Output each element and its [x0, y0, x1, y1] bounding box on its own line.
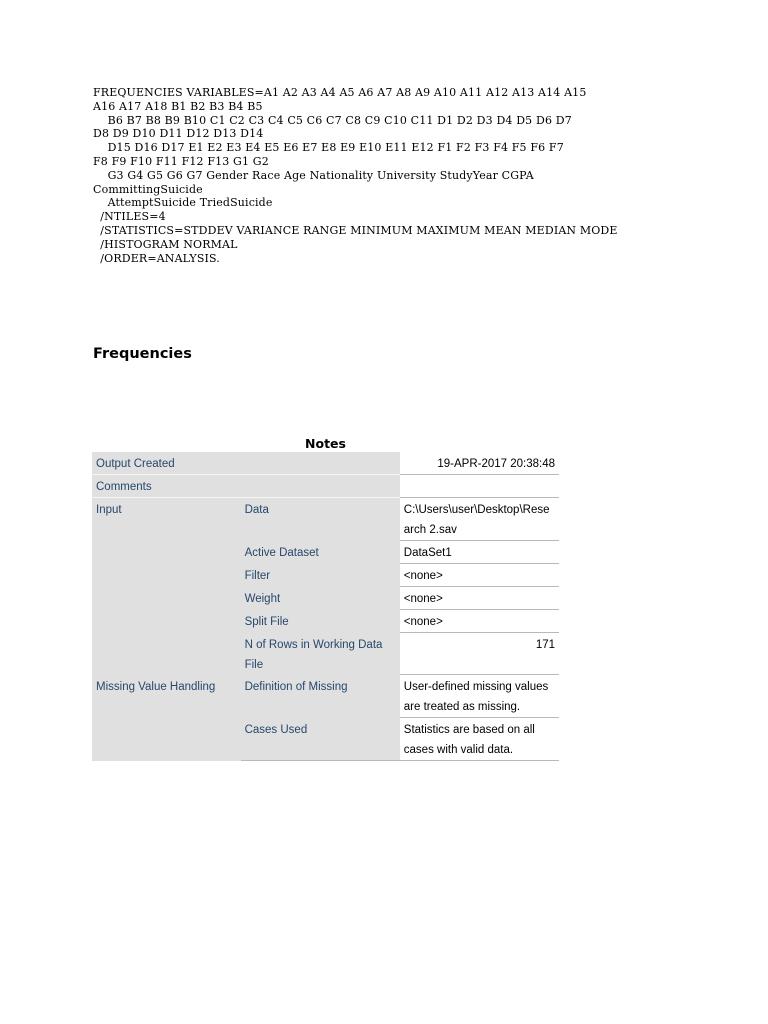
syntax-line: FREQUENCIES VARIABLES=A1 A2 A3 A4 A5 A6 A7 A8 A9 A10 A11 A12 A13 A14 A15	[93, 86, 587, 99]
row-header: Output Created	[92, 452, 400, 475]
table-row	[92, 498, 559, 541]
row-subheader: Active Dataset	[241, 541, 400, 564]
cell-value: Statistics are based on all cases with valid data.	[400, 718, 559, 761]
row-subheader: Data	[241, 498, 400, 541]
syntax-line: D15 D16 D17 E1 E2 E3 E4 E5 E6 E7 E8 E9 E10 E11 E12 F1 F2 F3 F4 F5 F6 F7	[93, 141, 564, 155]
syntax-line: /ORDER=ANALYSIS.	[93, 251, 220, 265]
row-subheader: Filter	[241, 564, 400, 587]
row-subheader: Cases Used	[241, 718, 400, 761]
notes-table	[92, 452, 559, 761]
notes-table-title: Notes	[305, 436, 346, 451]
cell-value: C:\Users\user\Desktop\Research 2.sav	[400, 498, 559, 541]
syntax-line: CommittingSuicide	[93, 182, 203, 196]
row-subheader: N of Rows in Working Data File	[241, 633, 400, 675]
cell-value: 171	[400, 633, 559, 675]
syntax-line: B6 B7 B8 B9 B10 C1 C2 C3 C4 C5 C6 C7 C8 C9 C10 C11 D1 D2 D3 D4 D5 D6 D7	[93, 113, 572, 127]
syntax-line: F8 F9 F10 F11 F12 F13 G1 G2	[93, 154, 269, 168]
row-subheader: Split File	[241, 610, 400, 633]
table-row	[92, 452, 559, 475]
cell-value: User-defined missing values are treated as missing.	[400, 675, 559, 718]
section-heading: Frequencies	[93, 346, 192, 362]
syntax-line: /HISTOGRAM NORMAL	[93, 237, 238, 251]
row-subheader: Weight	[241, 587, 400, 610]
row-group-header: Missing Value Handling	[92, 675, 241, 761]
syntax-line: G3 G4 G5 G6 G7 Gender Race Age Nationality University StudyYear CGPA	[93, 168, 534, 182]
row-group-header: Input	[92, 498, 241, 675]
row-subheader: Definition of Missing	[241, 675, 400, 718]
syntax-line: D8 D9 D10 D11 D12 D13 D14	[93, 127, 264, 141]
cell-value: <none>	[400, 564, 559, 587]
cell-value: 19-APR-2017 20:38:48	[400, 452, 559, 475]
row-header: Comments	[92, 475, 400, 498]
syntax-line: AttemptSuicide TriedSuicide	[93, 196, 273, 210]
table-row	[92, 475, 559, 498]
syntax-line: /STATISTICS=STDDEV VARIANCE RANGE MINIMUM MAXIMUM MEAN MEDIAN MODE	[93, 223, 618, 237]
syntax-line: /NTILES=4	[93, 210, 166, 224]
table-row	[92, 675, 559, 718]
cell-value: <none>	[400, 587, 559, 610]
cell-value: DataSet1	[400, 541, 559, 564]
cell-value	[400, 475, 559, 498]
cell-value: <none>	[400, 610, 559, 633]
syntax-block	[93, 86, 618, 265]
syntax-line: A16 A17 A18 B1 B2 B3 B4 B5	[93, 99, 263, 113]
